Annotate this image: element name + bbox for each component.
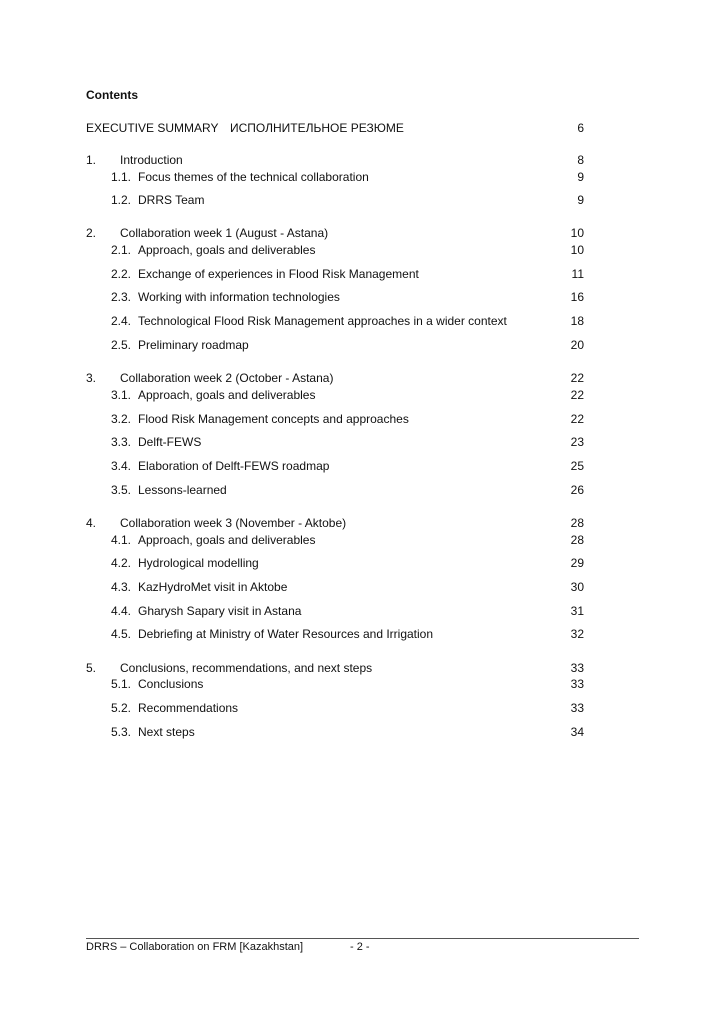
toc-page-number: 20 xyxy=(570,338,584,352)
toc-section-title: Flood Risk Management concepts and approaches xyxy=(138,412,409,426)
toc-section-number: 5.2. xyxy=(111,701,132,715)
toc-page-number: 18 xyxy=(570,314,584,328)
toc-section-title: Hydrological modelling xyxy=(138,556,259,570)
toc-chapter-number: 5. xyxy=(86,661,97,675)
toc-section-title: Approach, goals and deliverables xyxy=(138,533,316,547)
toc-section-title: Gharysh Sapary visit in Astana xyxy=(138,604,302,618)
toc-page-number: 23 xyxy=(570,435,584,449)
toc-chapter-number: 3. xyxy=(86,371,97,385)
toc-section-number: 2.2. xyxy=(111,267,132,281)
toc-page-number: 28 xyxy=(570,516,584,530)
toc-section-number: 4.5. xyxy=(111,627,132,641)
toc-chapter-title: Conclusions, recommendations, and next steps xyxy=(120,661,373,675)
toc-page-number: 33 xyxy=(570,701,584,715)
toc-entry-label-russian: ИСПОЛНИТЕЛЬНОЕ РЕЗЮМЕ xyxy=(230,121,404,135)
toc-page-number: 10 xyxy=(570,226,584,240)
toc-page-number: 30 xyxy=(570,580,584,594)
toc-chapter-title: Collaboration week 1 (August - Astana) xyxy=(120,226,329,240)
toc-page-number: 10 xyxy=(570,243,584,257)
toc-section-title: Delft-FEWS xyxy=(138,435,202,449)
toc-section-number: 5.3. xyxy=(111,725,132,739)
toc-section-number: 4.4. xyxy=(111,604,132,618)
toc-section-number: 2.5. xyxy=(111,338,132,352)
toc-page-number: 28 xyxy=(570,533,584,547)
toc-page-number: 8 xyxy=(577,153,584,167)
toc-section-number: 2.1. xyxy=(111,243,132,257)
toc-chapter-number: 1. xyxy=(86,153,97,167)
toc-section-title: Lessons-learned xyxy=(138,483,227,497)
toc-section-title: Approach, goals and deliverables xyxy=(138,388,316,402)
toc-page-number: 31 xyxy=(570,604,584,618)
toc-section-number: 3.4. xyxy=(111,459,132,473)
toc-chapter-number: 2. xyxy=(86,226,97,240)
toc-chapter-title: Introduction xyxy=(120,153,183,167)
toc-page-number: 22 xyxy=(570,388,584,402)
toc-page-number: 11 xyxy=(571,267,584,281)
toc-page-number: 29 xyxy=(570,556,584,570)
toc-chapter-number: 4. xyxy=(86,516,97,530)
toc-page-number: 16 xyxy=(570,290,584,304)
toc-page-number: 6 xyxy=(577,121,584,135)
toc-section-title: Conclusions xyxy=(138,677,204,691)
toc-page-number: 26 xyxy=(570,483,584,497)
footer-page-number: - 2 - xyxy=(350,941,370,953)
toc-page-number: 33 xyxy=(570,661,584,675)
toc-section-number: 5.1. xyxy=(111,677,132,691)
toc-section-title: Focus themes of the technical collaboration xyxy=(138,170,369,184)
toc-section-number: 3.2. xyxy=(111,412,132,426)
toc-entry-label: EXECUTIVE SUMMARY xyxy=(86,121,219,135)
toc-section-title: Exchange of experiences in Flood Risk Management xyxy=(138,267,419,281)
toc-section-number: 1.1. xyxy=(111,170,132,184)
toc-page-number: 33 xyxy=(570,677,584,691)
toc-section-number: 2.4. xyxy=(111,314,132,328)
toc-section-title: DRRS Team xyxy=(138,193,205,207)
toc-page-number: 9 xyxy=(577,170,584,184)
toc-page-number: 22 xyxy=(570,412,584,426)
toc-section-title: Technological Flood Risk Management approaches in a wider context xyxy=(138,314,507,328)
toc-page-number: 32 xyxy=(570,627,584,641)
toc-section-number: 4.3. xyxy=(111,580,132,594)
toc-section-title: KazHydroMet visit in Aktobe xyxy=(138,580,288,594)
toc-section-number: 3.3. xyxy=(111,435,132,449)
page-title: Contents xyxy=(86,88,138,102)
toc-section-number: 3.5. xyxy=(111,483,132,497)
toc-section-title: Working with information technologies xyxy=(138,290,340,304)
toc-section-number: 2.3. xyxy=(111,290,132,304)
toc-chapter-title: Collaboration week 2 (October - Astana) xyxy=(120,371,334,385)
toc-section-title: Elaboration of Delft-FEWS roadmap xyxy=(138,459,330,473)
toc-section-number: 3.1. xyxy=(111,388,132,402)
toc-section-title: Approach, goals and deliverables xyxy=(138,243,316,257)
toc-page-number: 25 xyxy=(570,459,584,473)
footer-divider xyxy=(86,938,639,939)
toc-section-number: 1.2. xyxy=(111,193,132,207)
toc-chapter-title: Collaboration week 3 (November - Aktobe) xyxy=(120,516,347,530)
toc-section-title: Recommendations xyxy=(138,701,239,715)
toc-page-number: 34 xyxy=(570,725,584,739)
toc-section-number: 4.2. xyxy=(111,556,132,570)
toc-section-number: 4.1. xyxy=(111,533,132,547)
toc-section-title: Debriefing at Ministry of Water Resources and Irrigation xyxy=(138,627,434,641)
toc-section-title: Preliminary roadmap xyxy=(138,338,249,352)
toc-section-title: Next steps xyxy=(138,725,195,739)
toc-page-number: 22 xyxy=(570,371,584,385)
footer-text: DRRS – Collaboration on FRM [Kazakhstan] xyxy=(86,941,304,953)
toc-page-number: 9 xyxy=(577,193,584,207)
